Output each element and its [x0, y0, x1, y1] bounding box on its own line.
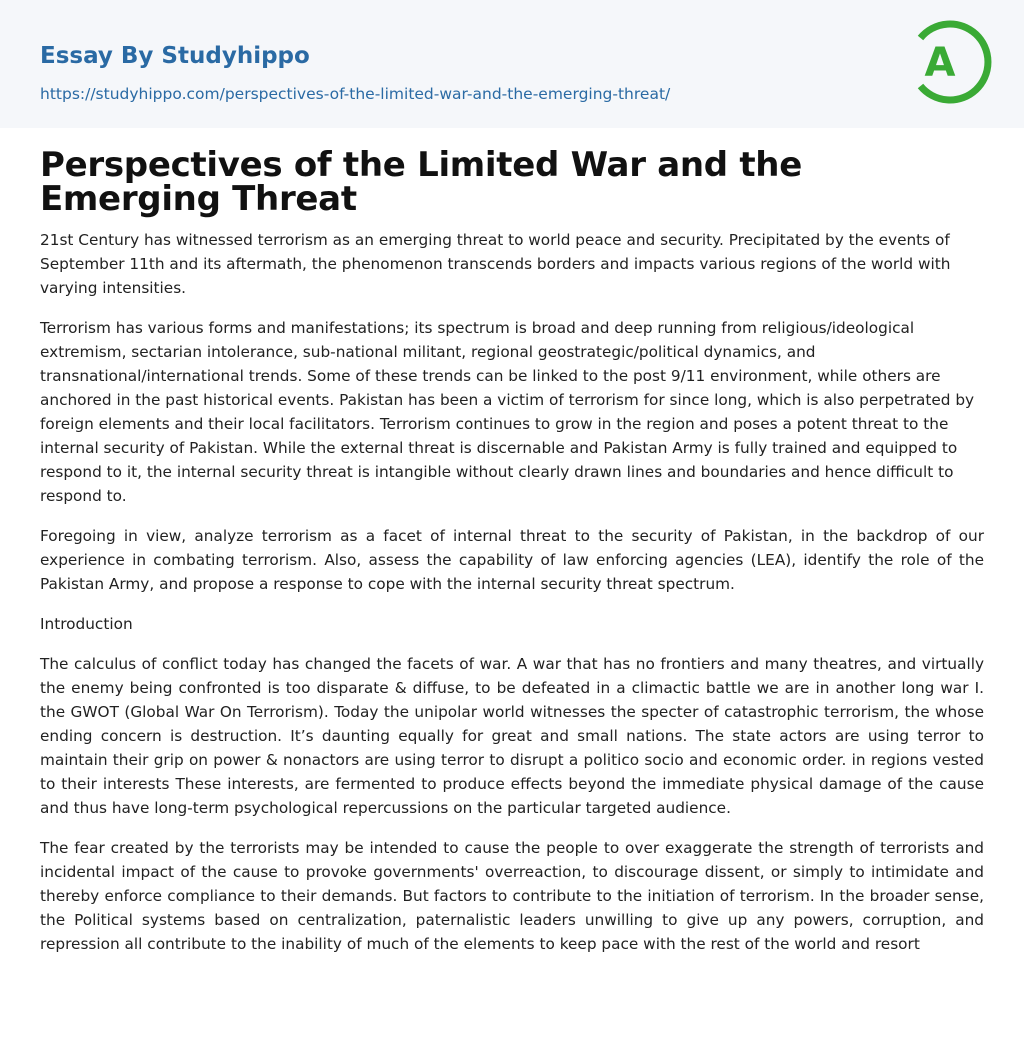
essay-url-link[interactable]: https://studyhippo.com/perspectives-of-the-limited-war-and-the-emerging-threat/: [40, 85, 671, 103]
section-heading-introduction: Introduction: [40, 615, 133, 633]
essay-body: [40, 228, 984, 956]
essay-paragraph-3: Foregoing in view, analyze terrorism as a facet of internal threat to the security of Pakistan, in the backdrop of our experience in combating terrorism. Also, assess the capability of law enforcing agencies (LEA), identify the role of the Pakistan Army, and propose a response to cope with the internal security threat spectrum.: [40, 527, 984, 593]
essay-title: Perspectives of the Limited War and the Emerging Threat: [40, 145, 802, 219]
logo-letter: A: [924, 40, 956, 86]
essay-content: [40, 145, 984, 972]
essay-paragraph-4: The calculus of conflict today has changed the facets of war. A war that has no frontiers and many theatres, and virtually the enemy being confronted is too disparate & diffuse, to be defeated in a climactic battle we are in another long war I. the GWOT (Global War On Terrorism). Today the unipolar world witnesses the specter of catastrophic terrorism, the whose ending concern is destruction. It’s daunting equally for great and small nations. The state actors are using terror to maintain their grip on power & nonactors are using terror to disrupt a politico socio and economic order. in regions vested to their interests These interests, are fermented to produce effects beyond the immediate physical damage of the cause and thus have long-term psychological repercussions on the particular targeted audience.: [40, 655, 984, 817]
essay-paragraph-5: The fear created by the terrorists may be intended to cause the people to over exaggerate the strength of terrorists and incidental impact of the cause to provoke governments' overreaction, to discourage dissent, or simply to intimidate and thereby enforce compliance to their demands. But factors to contribute to the initiation of terrorism. In the broader sense, the Political systems based on centralization, paternalistic leaders unwilling to give up any powers, corruption, and repression all contribute to the inability of much of the elements to keep pace with the rest of the world and resort: [40, 839, 984, 953]
brand-title[interactable]: Essay By Studyhippo: [40, 43, 310, 69]
site-header: [0, 0, 1024, 128]
essay-paragraph-1: 21st Century has witnessed terrorism as an emerging threat to world peace and security. Precipitated by the events of September 11th and its aftermath, the phenomenon transcends borders and impacts various regions of the world with varying intensities.: [40, 231, 951, 297]
essay-paragraph-2: Terrorism has various forms and manifestations; its spectrum is broad and deep running from religious/ideological extremism, sectarian intolerance, sub-national militant, regional geostrategic/political dynamics, and transnational/international trends. Some of these trends can be linked to the post 9/11 environment, while others are anchored in the past historical events. Pakistan has been a victim of terrorism for since long, which is also perpetrated by foreign elements and their local facilitators. Terrorism continues to grow in the region and poses a potent threat to the internal security of Pakistan. While the external threat is discernable and Pakistan Army is fully trained and equipped to respond to it, the internal security threat is intangible without clearly drawn lines and boundaries and hence difficult to respond to.: [40, 319, 975, 505]
letter-a-circle-logo[interactable]: [910, 16, 992, 108]
